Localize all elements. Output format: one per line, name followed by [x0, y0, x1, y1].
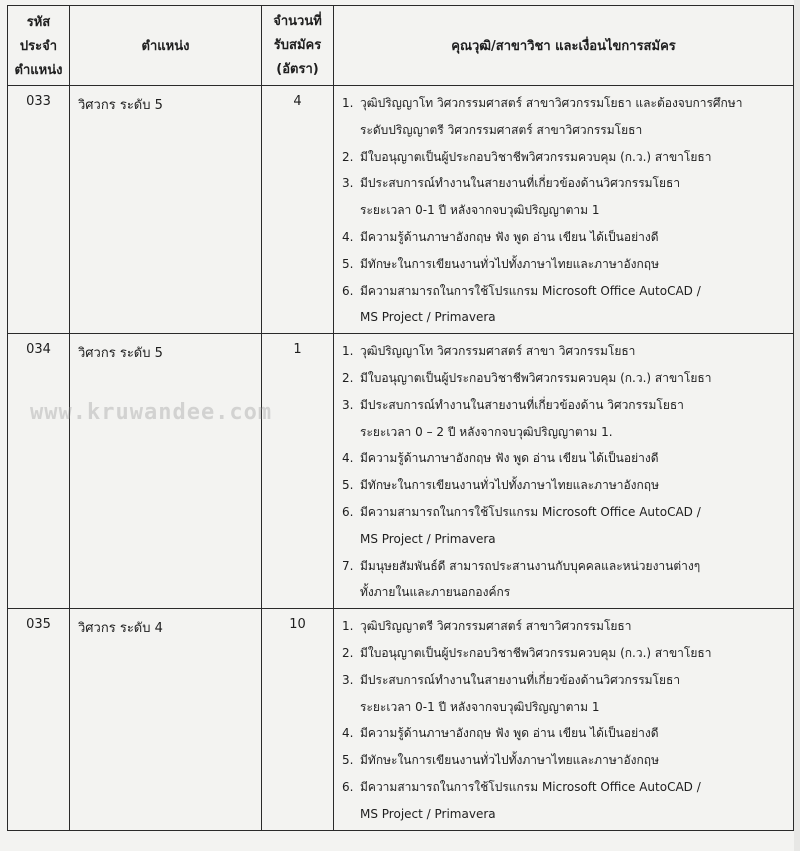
- qualification-list: [334, 609, 793, 829]
- item-number: 2.: [342, 370, 354, 385]
- item-number: [342, 694, 360, 721]
- table-header-row: [8, 6, 794, 86]
- item-text: มีความสามารถในการใช้โปรแกรม Microsoft Office AutoCAD /: [360, 283, 701, 298]
- item-text: วุฒิปริญญาโท วิศวกรรมศาสตร์ สาขาวิศวกรรมโยธา และต้องจบการศึกษา: [360, 96, 743, 110]
- table-row: [8, 86, 794, 334]
- watermark-text: www.kruwandee.com: [30, 400, 273, 425]
- item-text: มีความรู้ด้านภาษาอังกฤษ ฟัง พูด อ่าน เขียน ได้เป็นอย่างดี: [360, 726, 659, 741]
- item-text: ระดับปริญญาตรี วิศวกรรมศาสตร์ สาขาวิศวกรรมโยธา: [360, 122, 643, 137]
- qualification-item: [342, 472, 787, 499]
- vacancy-count: 1: [262, 334, 334, 609]
- qualification-item: [342, 278, 787, 305]
- qualification-item: [342, 640, 787, 667]
- adjacent-page-edge: [794, 0, 800, 851]
- position-code: 034: [8, 334, 70, 609]
- item-text: MS Project / Primavera: [360, 806, 496, 821]
- qualification-item: [342, 90, 787, 117]
- item-number: 4.: [342, 726, 354, 741]
- qualification-item-continuation: [342, 801, 787, 828]
- item-text: ระยะเวลา 0-1 ปี หลังจากจบวุฒิปริญญาตาม 1: [360, 699, 600, 714]
- item-number: 6.: [342, 504, 354, 519]
- item-text: มีใบอนุญาตเป็นผู้ประกอบวิชาชีพวิศวกรรมควบคุม (ก.ว.) สาขาโยธา: [360, 370, 712, 385]
- item-number: [342, 579, 360, 606]
- item-text: วุฒิปริญญาตรี วิศวกรรมศาสตร์ สาขาวิศวกรรมโยธา: [360, 619, 632, 634]
- item-text: มีทักษะในการเขียนงานทั่วไปทั้งภาษาไทยและภาษาอังกฤษ: [360, 256, 659, 271]
- item-text: มีทักษะในการเขียนงานทั่วไปทั้งภาษาไทยและภาษาอังกฤษ: [360, 478, 659, 493]
- qualification-item-continuation: [342, 526, 787, 553]
- qualification-item: [342, 251, 787, 278]
- item-text: MS Project / Primavera: [360, 531, 496, 546]
- item-number: 5.: [342, 478, 354, 493]
- item-number: [342, 801, 360, 828]
- item-number: [342, 526, 360, 553]
- qualification-item-continuation: [342, 579, 787, 606]
- item-text: มีความสามารถในการใช้โปรแกรม Microsoft Office AutoCAD /: [360, 779, 701, 794]
- item-number: 7.: [342, 558, 354, 573]
- position-code: 035: [8, 609, 70, 830]
- item-number: 1.: [342, 619, 354, 634]
- header-code: [8, 6, 70, 86]
- item-text: มีความสามารถในการใช้โปรแกรม Microsoft Office AutoCAD /: [360, 504, 701, 519]
- qualification-item-continuation: [342, 419, 787, 446]
- qualification-item: [342, 144, 787, 171]
- item-number: 3.: [342, 176, 354, 191]
- qualification-item-continuation: [342, 197, 787, 224]
- item-number: [342, 419, 360, 446]
- item-text: ระยะเวลา 0 – 2 ปี หลังจากจบวุฒิปริญญาตาม 1.: [360, 424, 613, 439]
- qualification-item: [342, 338, 787, 365]
- item-number: 4.: [342, 229, 354, 244]
- qualification-item-continuation: [342, 117, 787, 144]
- header-count-line: รับสมัคร: [273, 37, 322, 53]
- position-title: วิศวกร ระดับ 4: [70, 609, 262, 830]
- item-text: มีความรู้ด้านภาษาอังกฤษ ฟัง พูด อ่าน เขียน ได้เป็นอย่างดี: [360, 229, 659, 244]
- qualifications-cell: [334, 609, 794, 830]
- vacancy-count: 10: [262, 609, 334, 830]
- qualification-item: [342, 667, 787, 694]
- qualification-item: [342, 553, 787, 580]
- position-code: 033: [8, 86, 70, 334]
- item-number: 1.: [342, 344, 354, 359]
- qualification-item: [342, 445, 787, 472]
- header-code-line: รหัส: [26, 14, 51, 30]
- qualification-item: [342, 747, 787, 774]
- item-text: มีใบอนุญาตเป็นผู้ประกอบวิชาชีพวิศวกรรมควบคุม (ก.ว.) สาขาโยธา: [360, 645, 712, 660]
- item-number: 2.: [342, 149, 354, 164]
- item-number: 5.: [342, 753, 354, 768]
- table-row: [8, 609, 794, 830]
- item-text: มีความรู้ด้านภาษาอังกฤษ ฟัง พูด อ่าน เขียน ได้เป็นอย่างดี: [360, 451, 659, 466]
- item-number: 6.: [342, 779, 354, 794]
- item-number: [342, 304, 360, 331]
- item-text: มีประสบการณ์ทำงานในสายงานที่เกี่ยวข้องด้านวิศวกรรมโยธา: [360, 176, 681, 191]
- header-qualifications: คุณวุฒิ/สาขาวิชา และเงื่อนไขการสมัคร: [334, 6, 794, 86]
- vacancy-count: 4: [262, 86, 334, 334]
- item-text: วุฒิปริญญาโท วิศวกรรมศาสตร์ สาขา วิศวกรรมโยธา: [360, 344, 636, 359]
- qualification-item: [342, 774, 787, 801]
- item-number: 5.: [342, 256, 354, 271]
- qualification-list: [334, 86, 793, 333]
- qualification-item: [342, 365, 787, 392]
- item-text: มีใบอนุญาตเป็นผู้ประกอบวิชาชีพวิศวกรรมควบคุม (ก.ว.) สาขาโยธา: [360, 149, 712, 164]
- qualification-item: [342, 170, 787, 197]
- item-number: 1.: [342, 96, 354, 110]
- header-count: [262, 6, 334, 86]
- item-text: ระยะเวลา 0-1 ปี หลังจากจบวุฒิปริญญาตาม 1: [360, 203, 600, 218]
- item-number: [342, 197, 360, 224]
- qualification-item: [342, 499, 787, 526]
- header-count-line: (อัตรา): [276, 61, 319, 77]
- qualification-item: [342, 613, 787, 640]
- header-code-line: ประจำ: [19, 38, 58, 54]
- qualification-item-continuation: [342, 304, 787, 331]
- item-number: 3.: [342, 672, 354, 687]
- qualifications-cell: [334, 86, 794, 334]
- item-text: MS Project / Primavera: [360, 310, 496, 325]
- qualification-item: [342, 224, 787, 251]
- header-position: ตำแหน่ง: [70, 6, 262, 86]
- qualification-item: [342, 392, 787, 419]
- item-text: มีมนุษยสัมพันธ์ดี สามารถประสานงานกับบุคคลและหน่วยงานต่างๆ: [360, 558, 701, 573]
- item-number: [342, 117, 360, 144]
- table-row: [8, 334, 794, 609]
- item-text: มีประสบการณ์ทำงานในสายงานที่เกี่ยวข้องด้านวิศวกรรมโยธา: [360, 672, 681, 687]
- item-number: 3.: [342, 397, 354, 412]
- item-number: 6.: [342, 283, 354, 298]
- position-title: วิศวกร ระดับ 5: [70, 86, 262, 334]
- qualification-item: [342, 720, 787, 747]
- item-text: ทั้งภายในและภายนอกองค์กร: [360, 585, 511, 600]
- header-code-line: ตำแหน่ง: [14, 62, 63, 78]
- item-number: 2.: [342, 645, 354, 660]
- item-text: มีประสบการณ์ทำงานในสายงานที่เกี่ยวข้องด้าน วิศวกรรมโยธา: [360, 397, 684, 412]
- item-number: 4.: [342, 451, 354, 466]
- qualification-item-continuation: [342, 694, 787, 721]
- qualifications-cell: [334, 334, 794, 609]
- header-count-line: จำนวนที่: [273, 13, 322, 29]
- item-text: มีทักษะในการเขียนงานทั่วไปทั้งภาษาไทยและภาษาอังกฤษ: [360, 753, 659, 768]
- position-title: วิศวกร ระดับ 5: [70, 334, 262, 609]
- qualification-list: [334, 334, 793, 608]
